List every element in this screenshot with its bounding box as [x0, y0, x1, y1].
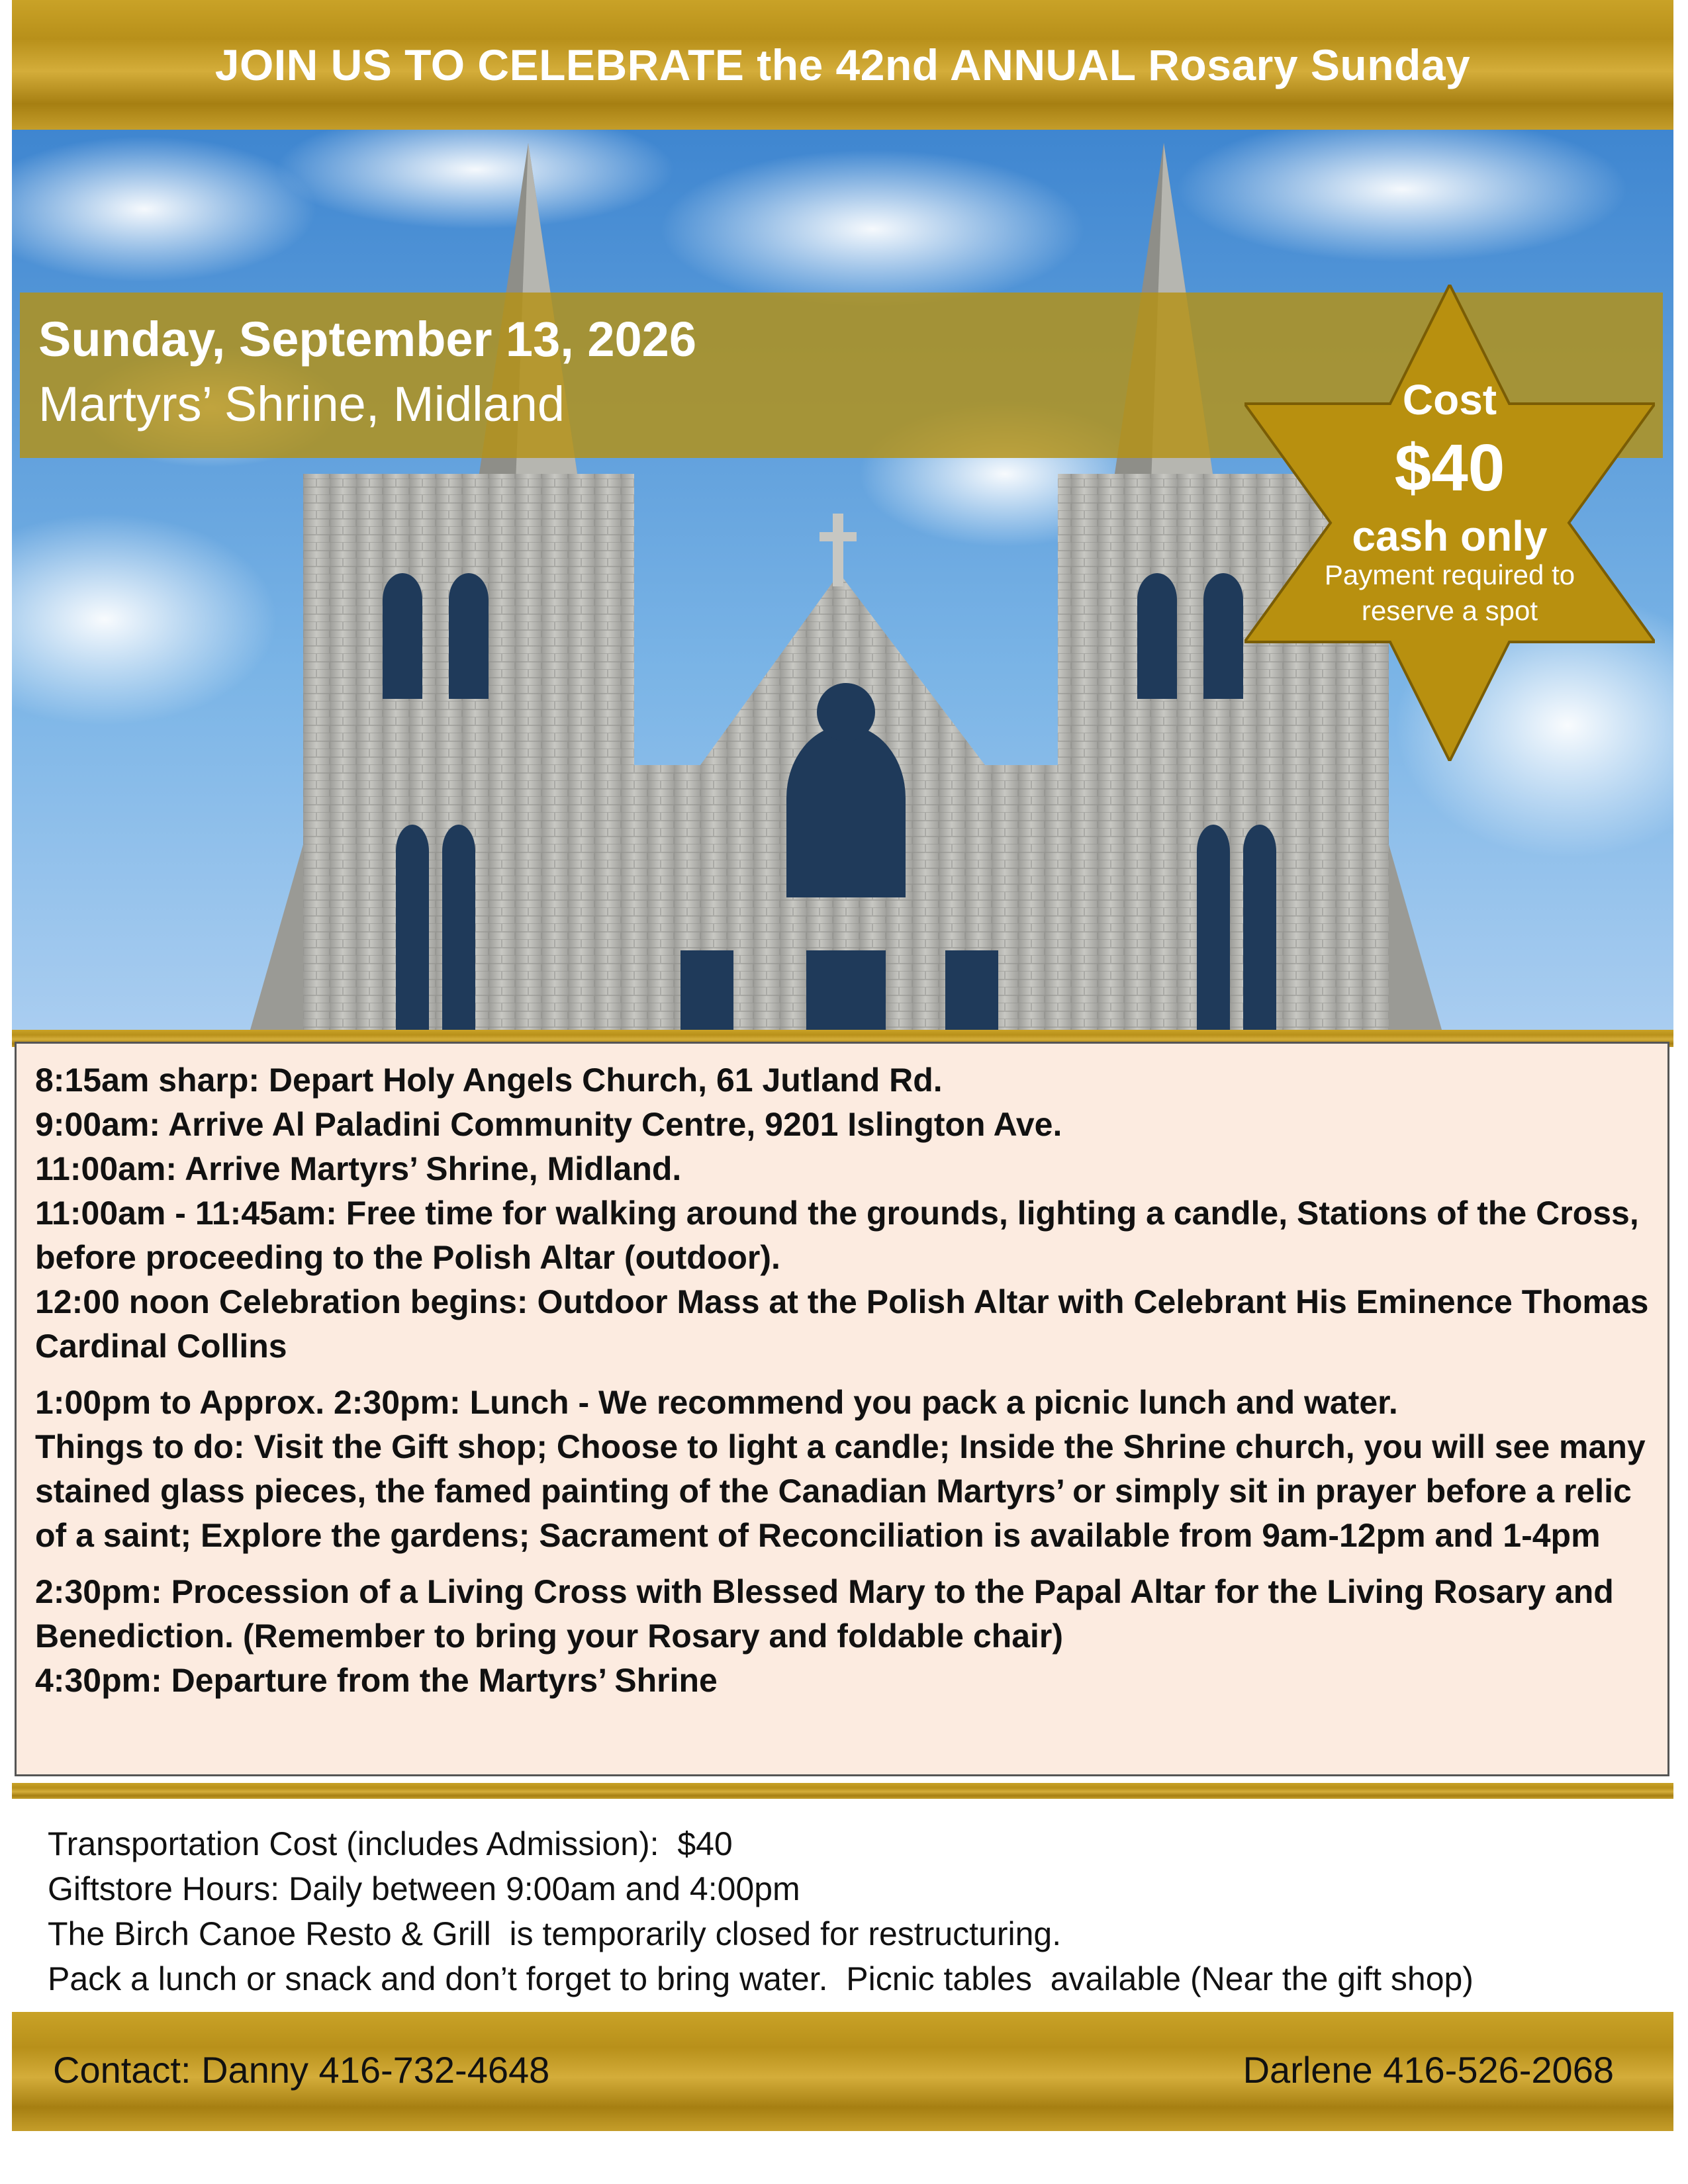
cost-payment-method: cash only	[1352, 512, 1548, 560]
giftstore-hours: Giftstore Hours: Daily between 9:00am and 4:00pm	[48, 1870, 800, 1907]
schedule-item: 1:00pm to Approx. 2:30pm: Lunch - We recommend you pack a picnic lunch and water.	[35, 1384, 1398, 1421]
divider-strip	[12, 1783, 1673, 1799]
info-section	[48, 1821, 1474, 2001]
contact-danny: Contact: Danny 416-732-4648	[53, 2049, 550, 2091]
schedule-panel	[15, 1042, 1669, 1776]
schedule-item: 12:00 noon Celebration begins: Outdoor Mass at the Polish Altar with Celebrant His Eminence Thomas Cardinal Collins	[35, 1283, 1649, 1365]
event-date: Sunday, September 13, 2026	[38, 312, 696, 367]
event-location: Martyrs’ Shrine, Midland	[38, 377, 565, 432]
contact-darlene: Darlene 416-526-2068	[1243, 2049, 1614, 2091]
title-banner	[12, 0, 1673, 130]
transport-cost: Transportation Cost (includes Admission): $40	[48, 1825, 733, 1862]
cost-requirement-line-2: reserve a spot	[1361, 595, 1538, 626]
lunch-note: Pack a lunch or snack and don’t forget to bring water. Picnic tables available (Near the gift shop)	[48, 1960, 1474, 1997]
schedule-item: Things to do: Visit the Gift shop; Choose to light a candle; Inside the Shrine church, you will see many stained glass pieces, the famed painting of the Canadian Martyrs’ or simply sit in prayer before a relic of a saint; Explore the gardens; Sacrament of Reconciliation is available from 9am-12pm and 1-4pm	[35, 1428, 1646, 1554]
schedule-item: 8:15am sharp: Depart Holy Angels Church, 61 Jutland Rd.	[35, 1062, 943, 1099]
cost-requirement-line-1: Payment required to	[1324, 559, 1575, 590]
schedule-item: 4:30pm: Departure from the Martyrs’ Shrine	[35, 1662, 718, 1699]
cost-requirement-note	[1244, 557, 1655, 629]
schedule-item: 11:00am - 11:45am: Free time for walking around the grounds, lighting a candle, Stations of the Cross, before proceeding to the Polish Altar (outdoor).	[35, 1195, 1639, 1276]
restaurant-notice: The Birch Canoe Resto & Grill is temporarily closed for restructuring.	[48, 1915, 1062, 1952]
event-title: JOIN US TO CELEBRATE the 42nd ANNUAL Rosary Sunday	[214, 40, 1471, 89]
schedule-item: 11:00am: Arrive Martyrs’ Shrine, Midland.	[35, 1150, 682, 1187]
cost-label: Cost	[1402, 376, 1497, 424]
contact-banner	[12, 2012, 1673, 2131]
cost-price: $40	[1394, 431, 1505, 505]
schedule-item: 9:00am: Arrive Al Paladini Community Centre, 9201 Islington Ave.	[35, 1106, 1062, 1143]
schedule-item: 2:30pm: Procession of a Living Cross with Blessed Mary to the Papal Altar for the Living Rosary and Benediction. (Remember to bring your Rosary and foldable chair)	[35, 1573, 1614, 1655]
